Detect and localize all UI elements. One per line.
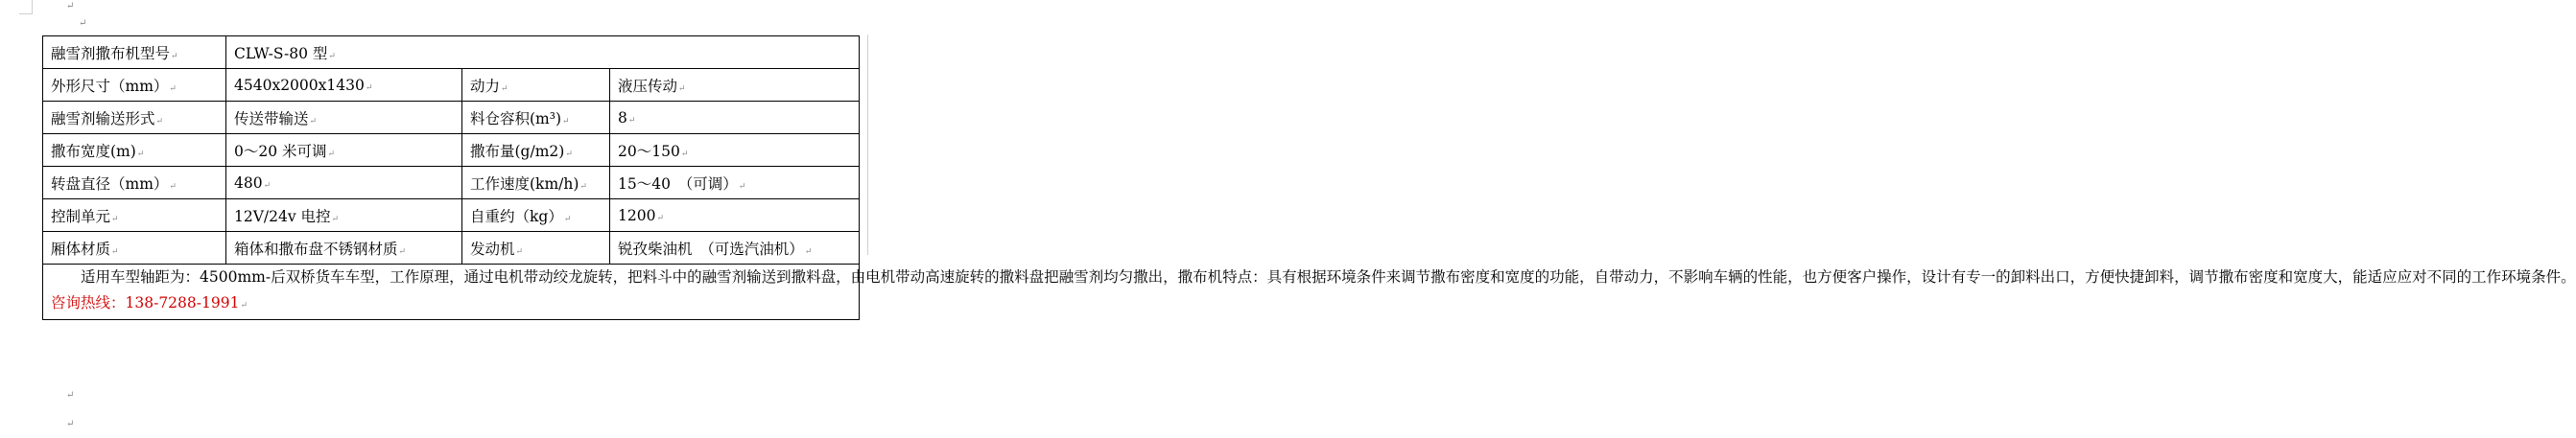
cell-mark: ↵ (169, 83, 177, 94)
cell-mark: ↵ (398, 246, 407, 257)
description-text: 适用车型轴距为：4500mm-后双桥货车车型，工作原理，通过电机带动绞龙旋转，把料斗中的融雪剂输送到撒料盘，由电机带动高速旋转的撒料盘把融雪剂均匀撒出，撒布机特点：具有根据环境条件来调节撒布密度和宽度的功能，自带动力，不影响车辆的性能，也方便客户操作，设计有专一的卸料出口，方便快捷卸料，调节撒布密度和宽度大，能适应应对不同的工作环境条件。 (81, 268, 2576, 286)
spec-label (462, 232, 610, 265)
spec-label-text: 工作速度(km/h) (470, 174, 579, 193)
spec-value-text: 0～20 米可调 (234, 142, 327, 160)
cell-mark: ↵ (328, 51, 336, 61)
spec-row-conveyor (43, 102, 860, 134)
spec-value (610, 232, 860, 265)
hotline-line (51, 290, 855, 319)
cell-mark: ↵ (804, 246, 813, 257)
spec-value-text: 4540x2000x1430 (234, 76, 365, 94)
spec-label (43, 232, 226, 265)
cell-mark: ↵ (680, 149, 689, 159)
spec-value-text: 20～150 (618, 142, 680, 160)
spec-value (610, 102, 860, 134)
cell-mark: ↵ (136, 149, 145, 159)
spec-table (42, 35, 2576, 320)
cell-mark: ↵ (579, 181, 587, 192)
spec-value (610, 167, 860, 199)
spec-label-text: 料仓容积(m³) (470, 109, 562, 127)
cell-mark: ↵ (309, 116, 318, 127)
spec-label-text: 自重约（kg） (470, 207, 563, 225)
spec-row-spread-width (43, 134, 860, 167)
spec-label (43, 167, 226, 199)
cell-mark: ↵ (169, 181, 177, 192)
spec-label-text: 撒布量(g/m2) (470, 142, 565, 160)
cell-mark: ↵ (111, 214, 119, 224)
spec-label-text: 控制单元 (51, 207, 111, 225)
cell-mark: ↵ (111, 246, 119, 257)
cell-mark: ↵ (656, 213, 664, 223)
spec-label (43, 69, 226, 102)
cell-mark: ↵ (263, 180, 272, 191)
spec-row-control (43, 199, 860, 232)
paragraph-mark: ↵ (66, 1, 75, 12)
spec-label-text: 撒布宽度(m) (51, 142, 136, 160)
spec-value-text: 8 (618, 108, 627, 127)
spec-label (462, 199, 610, 232)
spec-value-text: 1200 (618, 206, 656, 224)
cell-mark: ↵ (501, 83, 508, 94)
margin-guide-left (32, 0, 33, 13)
spec-row-disc-diameter (43, 167, 860, 199)
cell-mark: ↵ (627, 115, 636, 126)
spec-row-description (43, 265, 860, 320)
spec-value-text: 480 (234, 173, 263, 192)
cell-mark: ↵ (678, 83, 686, 94)
spec-value-text: 12V/24v 电控 (234, 207, 331, 225)
cell-mark: ↵ (562, 116, 570, 127)
spec-label-text: 融雪剂输送形式 (51, 109, 155, 127)
paragraph-mark: ↵ (66, 390, 75, 401)
spec-value (610, 69, 860, 102)
spec-label (462, 69, 610, 102)
cell-mark: ↵ (155, 116, 164, 127)
spec-label (462, 102, 610, 134)
cell-mark: ↵ (565, 149, 573, 159)
spec-value-text: 锐孜柴油机 （可选汽油机） (618, 240, 804, 258)
spec-value (610, 199, 860, 232)
spec-value (610, 134, 860, 167)
spec-value-text: 15～40 （可调） (618, 174, 738, 193)
spec-label-text: 外形尺寸（mm） (51, 77, 169, 95)
hotline-text: 咨询热线：138-7288-1991 (51, 294, 240, 311)
spec-row-body-material (43, 232, 860, 265)
spec-row-model (43, 36, 860, 69)
spec-value (226, 199, 462, 232)
cell-mark: ↵ (365, 82, 373, 93)
spec-value (226, 134, 462, 167)
spec-label-text: 融雪剂撒布机型号 (51, 44, 171, 62)
spec-value-text: 液压传动 (618, 77, 678, 95)
spec-value-text: CLW-S-80 型 (234, 44, 328, 62)
paragraph-mark: ↵ (66, 419, 75, 429)
spec-label (43, 102, 226, 134)
spec-label (43, 36, 226, 69)
margin-guide-right (867, 35, 868, 255)
spec-label-text: 发动机 (470, 240, 515, 258)
spec-label-text: 动力 (470, 77, 501, 95)
cell-mark: ↵ (331, 214, 340, 224)
spec-value (226, 69, 462, 102)
spec-label-text: 转盘直径（mm） (51, 174, 169, 193)
cell-mark: ↵ (171, 51, 178, 61)
spec-value (226, 167, 462, 199)
cell-mark: ↵ (515, 246, 524, 257)
spec-value (226, 36, 860, 69)
paragraph-mark: ↵ (79, 18, 87, 29)
cell-mark: ↵ (327, 149, 336, 159)
cell-mark: ↵ (240, 301, 248, 311)
spec-label (462, 134, 610, 167)
margin-guide-corner (19, 13, 33, 14)
spec-row-dimensions (43, 69, 860, 102)
spec-value-text: 箱体和撒布盘不锈钢材质 (234, 240, 398, 258)
spec-value (226, 232, 462, 265)
spec-label (43, 199, 226, 232)
spec-value-text: 传送带输送 (234, 109, 309, 127)
spec-label (462, 167, 610, 199)
cell-mark: ↵ (738, 181, 746, 192)
description-cell (43, 265, 2576, 320)
cell-mark: ↵ (563, 214, 572, 224)
spec-label (43, 134, 226, 167)
spec-value (226, 102, 462, 134)
spec-label-text: 厢体材质 (51, 240, 111, 258)
